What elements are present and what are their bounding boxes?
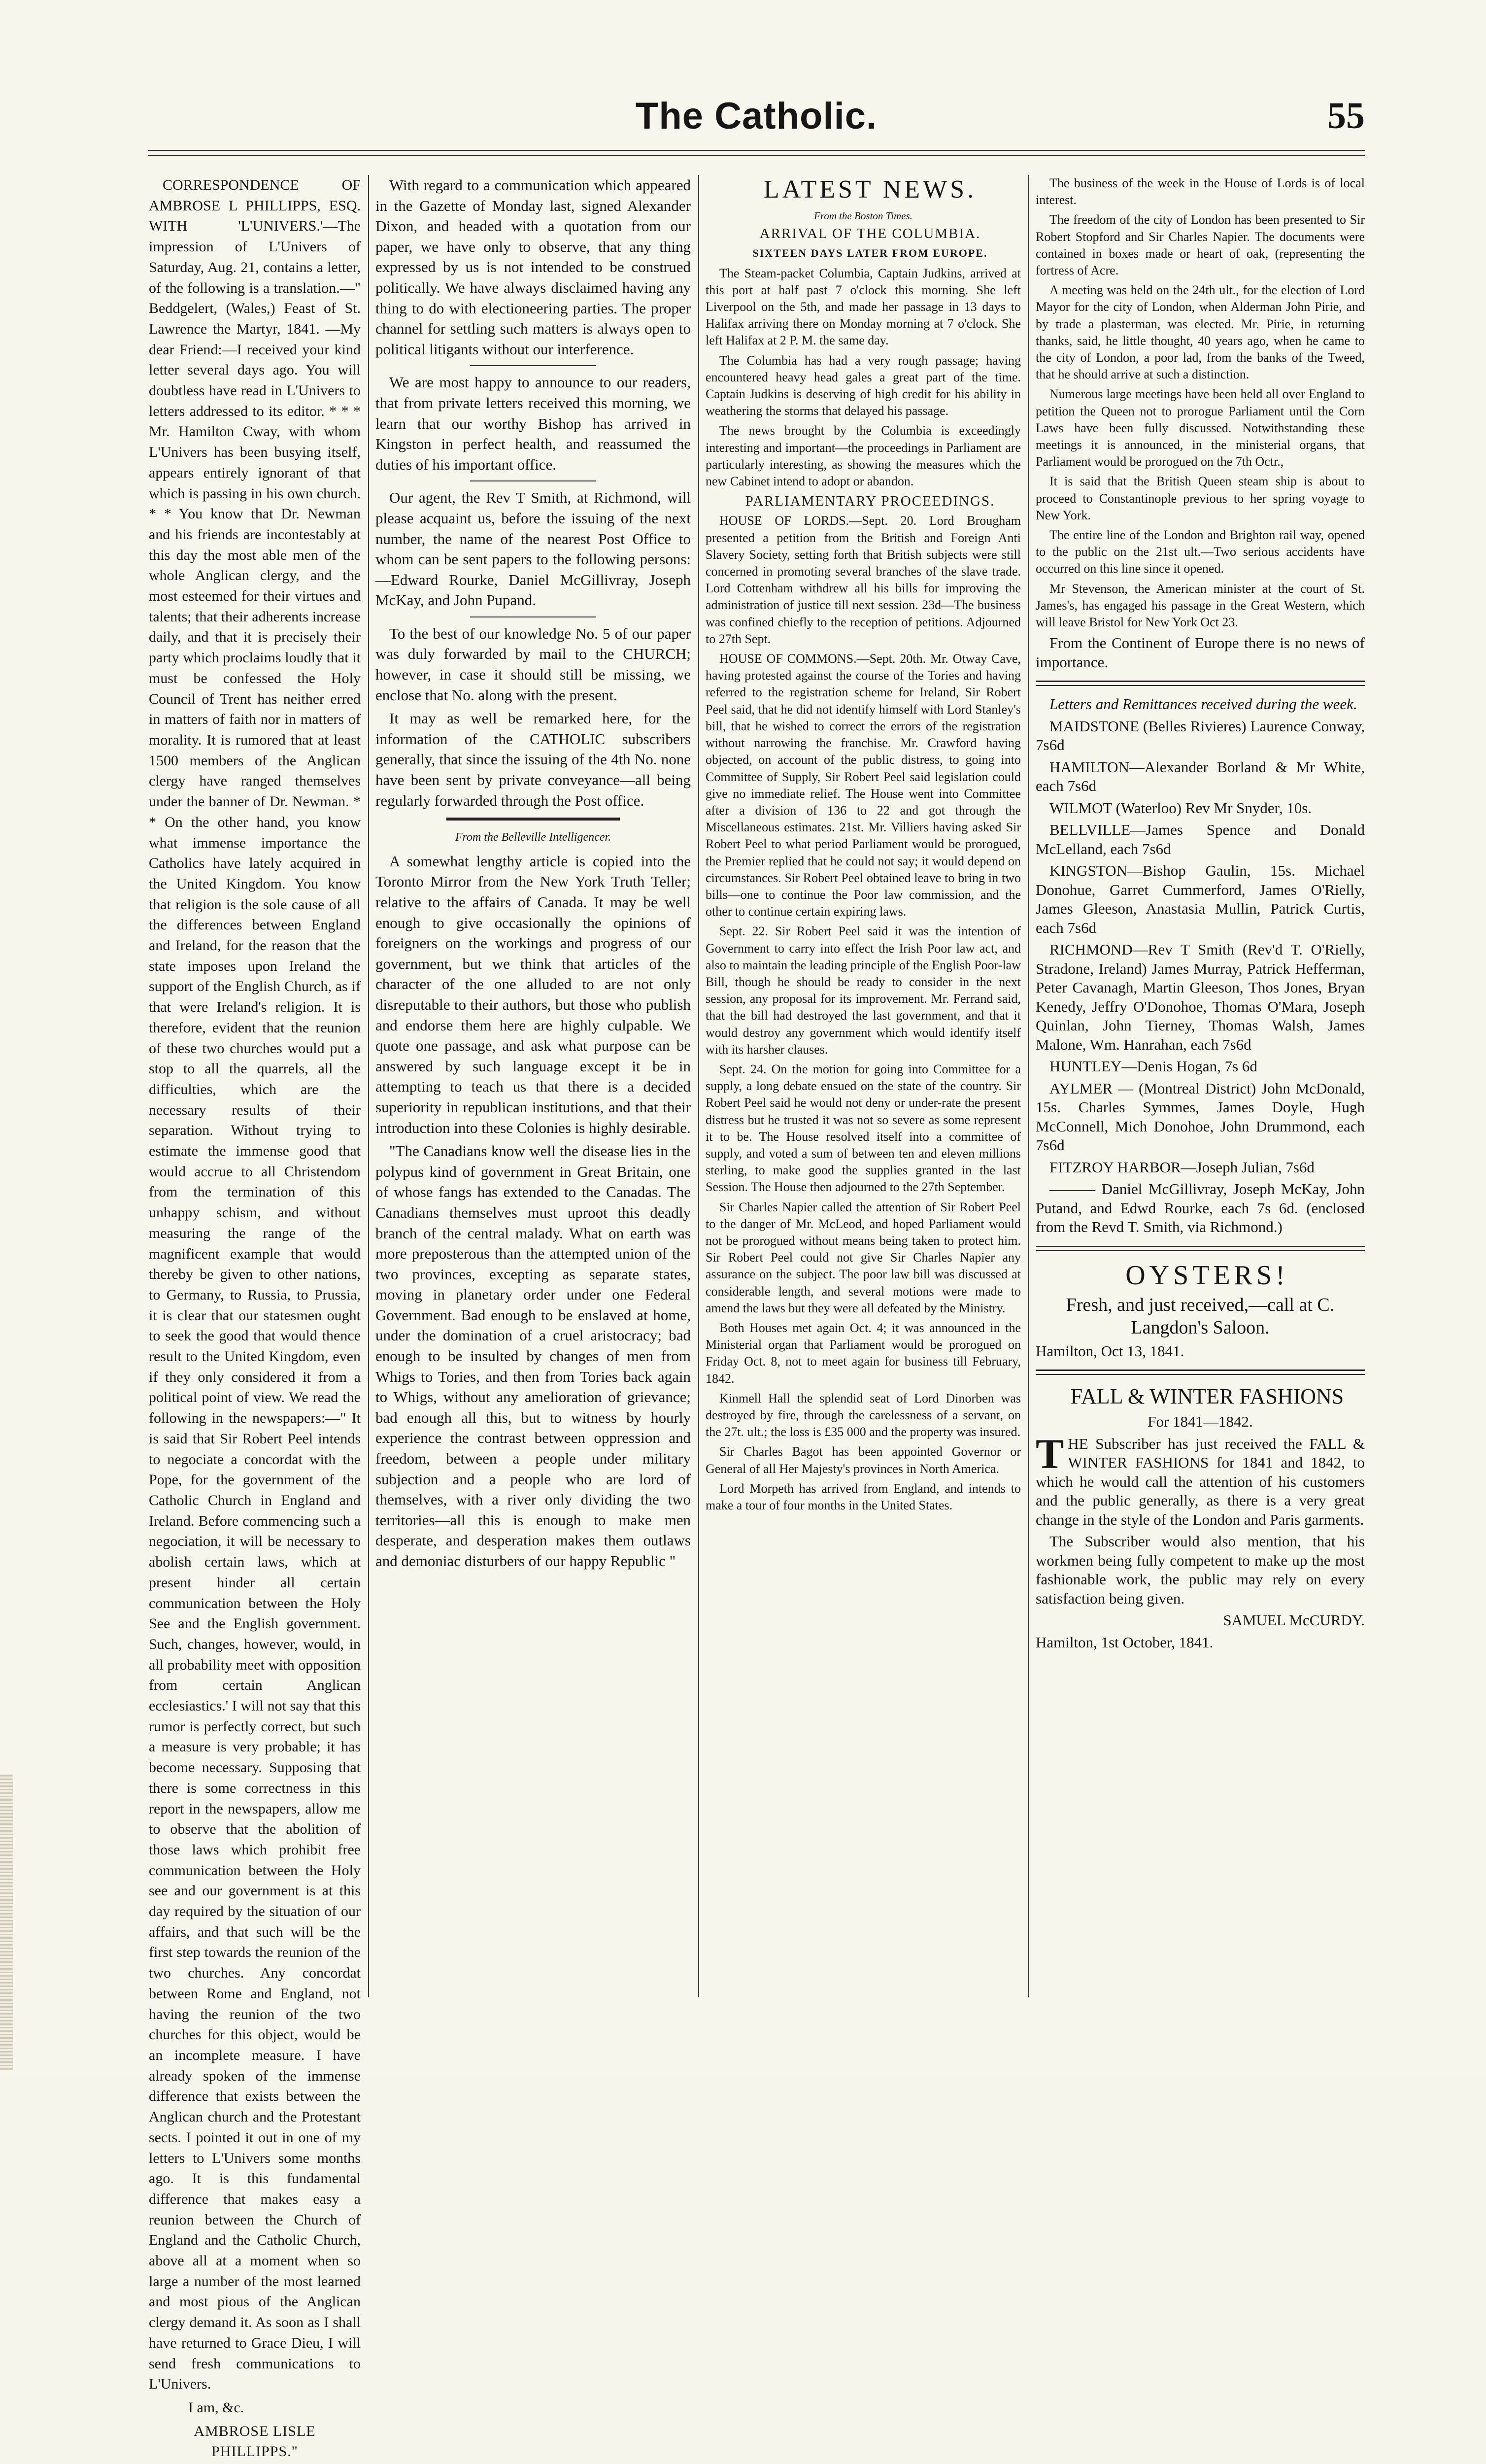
remittance-entry: BELLVILLE—James Spence and Donald McLelland, each 7s6d (1036, 821, 1365, 857)
column-divider (698, 175, 699, 1997)
remittance-entry: HAMILTON—Alexander Borland & Mr White, each 7s6d (1036, 758, 1365, 795)
news-paragraph: Sir Charles Napier called the attention of Sir Robert Peel to the danger of Mr. McLeod, and hoped Parliament would not be prorogued without means being taken to protect him. Sir Robert Peel could not give Sir Charles Napier any assurance on the subject. The poor law bill was discussed at considerable length, and several motions were made to amend the laws but they were all defeated by the Ministry. (706, 1199, 1021, 1315)
news-paragraph: The Columbia has had a very rough passage; having encountered heavy head gales a great part of the time. Captain Judkins is deserving of high credit for his ability in weathering the storms that delayed his passage. (706, 353, 1021, 418)
header-rule (148, 150, 1365, 151)
article-paragraph: A somewhat lengthy article is copied into the Toronto Mirror from the New York Truth Teller; relative to the affairs of Canada. It may be well enough to give occasionally the opinions of foreigners on the workings and progress of our government, but we think that articles of the character of the one alluded to are not only disreputable to their authors, but those who publish and endorse them here are highly culpable. We quote one passage, and ask what purpose can be answered by such language except it be in attempting to teach us that there is a decided superiority in republican institutions, and that their introduction into these Colonies is highly desirable. (375, 852, 691, 1136)
news-paragraph: Sept. 22. Sir Robert Peel said it was the intention of Government to carry into effect the Irish Poor law act, and also to maintain the leading principle of the English Poor-law Bill, though he should be ready to consider in the next session, any proposal for its improvement. Mr. Ferrand said, that the bill had destroyed the last government, and that it would destroy any government which would identify itself with its harsher clauses. (706, 924, 1021, 1057)
news-paragraph: Lord Morpeth has arrived from England, and intends to make a tour of four months in the United States. (706, 1481, 1021, 1513)
editorial-paragraph: It may as well be remarked here, for the information of the CATHOLIC subscribers generally, that since the issuing of the 4th No. none have been sent by private conveyance—all being regularly forwarded through the Post office. (375, 710, 691, 809)
letter-closing: I am, &c. (188, 2399, 244, 2416)
editorial-paragraph: Our agent, the Rev T Smith, at Richmond, will please acquaint us, before the issuing of the next number, the name of the nearest Post Office to whom can be sent papers to the following persons:—Edward Rourke, Daniel McGillivray, Joseph McKay, and John Pupand. (375, 489, 691, 609)
latest-news-headline: LATEST NEWS. (763, 175, 977, 204)
news-paragraph: Kinmell Hall the splendid seat of Lord Dinorben was destroyed by fire, through the carelessness of a servant, on the 27t. ult.; the loss is £35 000 and the property was insured. (706, 1391, 1021, 1439)
news-paragraph: The business of the week in the House of Lords is of local interest. (1036, 176, 1365, 207)
column-4 (1036, 175, 1365, 1655)
scan-edge (0, 1774, 13, 2070)
news-paragraph: HOUSE OF LORDS.—Sept. 20. Lord Brougham presented a petition from the British and Foreign Anti Slavery Society, setting forth that British subjects were still concerned in promoting several branches of the slave trade. Lord Cottenham withdrew all his bills for improving the administration of justice till next session. 23d—The business was confined chiefly to the reception of petitions. Adjourned to 27th Sept. (706, 513, 1021, 646)
column-divider (1028, 175, 1029, 1997)
remittance-entry: FITZROY HARBOR—Joseph Julian, 7s6d (1049, 1158, 1315, 1176)
news-paragraph: The freedom of the city of London has been presented to Sir Robert Stopford and Sir Charles Napier. The documents were contained in boxes made or heart of oak, (representing the fortress of Acre. (1036, 212, 1365, 278)
letters-heading: Letters and Remittances received during the week. (1049, 695, 1357, 713)
news-paragraph: A meeting was held on the 24th ult., for the election of Lord Mayor for the city of London, when Alderman John Pirie, and by trade a plasterman, was elected. Mr. Pirie, in returning thanks, said, he little thought, 40 years ago, when he came to the city of London, a poor lad, from the banks of the Tweed, that he should arrive at such a distinction. (1036, 283, 1365, 382)
remittance-entry: WILMOT (Waterloo) Rev Mr Snyder, 10s. (1049, 799, 1312, 817)
news-paragraph: The news brought by the Columbia is exceedingly interesting and important—the proceedings in Parliament are particularly interesting, as showing the measures which the new Cabinet intend to adopt or abandon. (706, 423, 1021, 489)
news-paragraph: Both Houses met again Oct. 4; it was announced in the Ministerial organ that Parliament would be prorogued on Friday Oct. 8, not to meet again for business till February, 1842. (706, 1321, 1021, 1386)
page-header (148, 89, 1365, 148)
correspondence-article: CORRESPONDENCE OF AMBROSE L PHILLIPPS, ESQ. WITH 'L'UNIVERS.'—The impression of L'Univers of Saturday, Aug. 21, contains a letter, of the following is a translation.—" Beddgelert, (Wales,) Feast of St. Lawrence the Martyr, 1841. —My dear Friend:—I received your kind letter several days ago. You will doubtless have read in L'Univers to letters addressed to its editor. * * * Mr. Hamilton Cway, with whom L'Univers has been busying itself, appears entirely ignorant of that which is passing in his own church. * * You know that Dr. Newman and his friends are incontestably at this day the most able men of the whole Anglican clergy, and the most esteemed for their virtues and talents; that their adherents increase daily, and that it is precisely their party which proclaims loudly that it must be confessed the Holy Council of Trent has neither erred in matters of faith nor in matters of morality. It is rumored that at least 1500 members of the Anglican clergy have ranged themselves under the banner of Dr. Newman. * * On the other hand, you know what immense importance the Catholics have lately acquired in the United Kingdom. You know that religion is the sole cause of all the differences between England and Ireland, for the reason that the state imposes upon Ireland the support of the English Church, as if that were Ireland's religion. It is therefore, evident that the reunion of these two churches would put a stop to all the quarrels, all the difficulties, which are the necessary results of their separation. Without trying to estimate the immense good that would accrue to all Christendom from the termination of this unhappy schism, and without measuring the range of the magnificent example that would thereby be given to other nations, to Germany, to Russia, to Prussia, it is clear that our statesmen ought to seek the good that would thence result to the United Kingdom, even if they only considered it from a political point of view. We read the following in the newspapers:—" It is said that Sir Robert Peel intends to negociate a concordat with the Pope, for the government of the Catholic Church in England and Ireland. Before commencing such a negociation, it will be necessary to abolish certain laws, which at present hinder all certain communication between the Holy See and the English government. Such, changes, however, would, in all probability meet with opposition from certain Anglican ecclesiastics.' I will not say that this rumor is perfectly correct, but such a measure is very probable; it has become necessary. Supposing that there is some correctness in this report in the newspapers, allow me to observe that the abolition of those laws which prohibit free communication between the Holy see and our government is at this day required by the situation of our affairs, and that such will be the first step towards the reunion of the two churches. Any concordat between Rome and England, not having the reunion of the two churches for this object, would be an incomplete measure. I have already spoken of the immense difference that exists between the Anglican church and the Protestant sects. I pointed it out in one of my letters to L'Univers some months ago. It is this fundamental difference that makes easy a reunion between the Church of England and the Catholic Church, above all at a moment when so large a number of the most learned and most pious of the Anglican clergy demand it. As soon as I shall have returned to Grace Dieu, I will send fresh communications to L'Univers. (149, 177, 361, 2393)
remittance-entry: KINGSTON—Bishop Gaulin, 15s. Michael Donohue, Garret Cummerford, James O'Rielly, James Gleeson, Anastasia Mullin, Patrick Curtis, each 7s6d (1036, 862, 1365, 936)
remittance-entry: AYLMER — (Montreal District) John McDonald, 15s. Charles Symmes, James Doyle, Hugh McConnell, Mich Donohoe, John Drummond, each 7s6d (1036, 1079, 1365, 1154)
news-paragraph: Numerous large meetings have been held all over England to petition the Queen not to prorogue Parliament until the Corn Laws have been fully discussed. Notwithstanding these meetings it is announced, in the ministerial organs, that Parliament would be prorogued on the 7th Octr., (1036, 387, 1365, 469)
fashion-ad-paragraph (1036, 1430, 1365, 1530)
news-paragraph: The Steam-packet Columbia, Captain Judkins, arrived at this port at half past 7 o'clock this morning. She left Liverpool on the 5th, and made her passage in 13 days to Halifax arriving there on Monday morning at 7 o'clock. She left Halifax at 2 P. M. the same day. (706, 266, 1021, 348)
section-divider (1036, 681, 1365, 686)
header-rule-secondary (148, 155, 1365, 156)
fashion-ad-date: Hamilton, 1st October, 1841. (1036, 1633, 1214, 1651)
column-1 (149, 175, 361, 2464)
column-3 (706, 175, 1021, 1517)
fashion-ad-signature: SAMUEL McCURDY. (1223, 1611, 1365, 1629)
remittance-entry: HUNTLEY—Denis Hogan, 7s 6d (1049, 1058, 1257, 1075)
section-divider (1036, 1369, 1365, 1375)
fashion-ad-title: FALL & WINTER FASHIONS (1070, 1384, 1344, 1409)
column-divider (368, 175, 369, 1997)
column-2 (375, 175, 691, 1574)
editorial-paragraph: With regard to a communication which appeared in the Gazette of Monday last, signed Alexander Dixon, and headed with a quotation from our paper, we have only to observe, that any thing expressed by us is not intended to be construed politically. We have always disclaimed having any thing to do with electioneering parties. The proper channel for settling such matters is always open to political litigants without our interference. (375, 176, 691, 358)
oysters-ad-title: OYSTERS! (1125, 1260, 1289, 1291)
oysters-ad-date: Hamilton, Oct 13, 1841. (1036, 1342, 1184, 1360)
article-source: From the Belleville Intelligencer. (455, 831, 611, 844)
drop-cap: T (1036, 1430, 1064, 1477)
fashion-ad-text: HE Subscriber has just received the FALL & WINTER FASHIONS for 1841 and 1842, to which he would call the attention of his customers and the public generally, as there is a very great change in the style of the London and Paris garments. (1036, 1435, 1365, 1528)
masthead-title: The Catholic. (635, 95, 878, 137)
remittance-entry: RICHMOND—Rev T Smith (Rev'd T. O'Rielly, Stradone, Ireland) James Murray, Patrick Hefferman, Peter Cavanagh, Martin Gleeson, Thos Jones, Bryan Kenedy, Jeffry O'Donohoe, Thomas O'Mara, Joseph Quinlan, John Tierney, Thomas Walsh, James Malone, Wm. Hanrahan, each 7s6d (1036, 941, 1365, 1053)
news-source: From the Boston Times. (814, 210, 912, 222)
fashion-ad-year: For 1841—1842. (1148, 1413, 1253, 1431)
divider (470, 365, 596, 366)
news-paragraph: The entire line of the London and Brighton rail way, opened to the public on the 21st ult.—Two serious accidents have occurred on this line since it opened. (1036, 528, 1365, 576)
editorial-paragraph: To the best of our knowledge No. 5 of our paper was duly forwarded by mail to the CHURCH; however, in case it should still be missing, we enclose that No. along with the present. (375, 624, 691, 704)
article-quote: "The Canadians know well the disease lies in the polypus kind of government in Great Britain, one of whose fangs has extended to the Canadas. The Canadians themselves must uproot this deadly branch of the central malady. What on earth was more preposterous than the attempted union of the two provinces, excepting as separate states, moving in planetary order under one Federal Government. Bad enough to be enslaved at home, under the domination of a cruel aristocracy; bad enough to be insulted by changes of men from Whigs to Tories, and then from Tories back again to Whigs, without any amelioration of grievance; bad enough all this, but to witness by hourly experience the contrast between oppression and freedom, between a people under military subjection and a people who are lord of themselves, with a river only dividing the two territories—all this is enough to make men desperate, and desperation makes them outlaws and demoniac disturbers of our happy Republic " (375, 1142, 691, 1570)
editorial-paragraph: We are most happy to announce to our readers, that from private letters received this morning, we learn that our worthy Bishop has arrived in Kingston in perfect health, and reassumed the duties of his important office. (375, 374, 691, 473)
divider (470, 480, 596, 481)
arrival-heading: ARRIVAL OF THE COLUMBIA. (759, 226, 981, 242)
divider (446, 818, 620, 821)
parliamentary-heading: PARLIAMENTARY PROCEEDINGS. (745, 493, 995, 510)
news-paragraph: It is said that the British Queen steam ship is about to proceed to Constantinople previous to her spring voyage to New York. (1036, 474, 1365, 522)
news-paragraph: HOUSE OF COMMONS.—Sept. 20th. Mr. Otway Cave, having protested against the course of the Tories and having referred to the registration scheme for Ireland, Sir Robert Peel said, that he did not identify himself with Lord Stanley's bill, that he wished to correct the errors of the registration without narrowing the franchise. Mr. Crawford having objected, on account of the public distress, to going into Committee of Supply, Sir Robert Peel said legislation could give no immediate relief. The House went into Committee after a division of 136 to 22 and got through the Miscellaneous estimates. 21st. Mr. Villiers having asked Sir Robert Peel to what period Parliament would be prorogued, the Premier replied that he could not say; it would depend on circumstances. Sir Robert Peel obtained leave to bring in two bills—one to continue the Poor law commission, and the other to continue certain expiring laws. (706, 651, 1021, 919)
letter-signature: AMBROSE LISLE PHILLIPPS." (194, 2423, 316, 2460)
fashion-ad-paragraph: The Subscriber would also mention, that his workmen being fully competent to make up the most fashionable work, the public may rely on every satisfaction being given. (1036, 1533, 1365, 1607)
page-number: 55 (1327, 95, 1365, 137)
news-paragraph: Mr Stevenson, the American minister at the court of St. James's, has engaged his passage in the Great Western, which will leave Bristol for New York Oct 23. (1036, 581, 1365, 630)
news-paragraph: Sir Charles Bagot has been appointed Governor or General of all Her Majesty's provinces in North America. (706, 1444, 1021, 1476)
news-paragraph: Sept. 24. On the motion for going into Committee for a supply, a long debate ensued on the state of the country. Sir Robert Peel said he would not deny or under-rate the present distress but he trusted it was not so severe as some represent it to be. The House resolved itself into a committee of supply, and voted a sum of between ten and eleven millions sterling, to make good the supplies granted in the last Session. The House then adjourned to the 27th September. (706, 1061, 1021, 1195)
news-paragraph: From the Continent of Europe there is no news of importance. (1036, 634, 1365, 671)
remittance-entry: ——— Daniel McGillivray, Joseph McKay, John Putand, and Edwd Rourke, each 7s 6d. (enclosed from the Revd T. Smith, via Richmond.) (1036, 1180, 1365, 1236)
oysters-ad-text: Fresh, and just received,—call at C. Langdon's Saloon. (1066, 1294, 1335, 1338)
divider (470, 616, 596, 617)
news-subheading: SIXTEEN DAYS LATER FROM EUROPE. (752, 247, 988, 260)
section-divider (1036, 1246, 1365, 1251)
remittance-entry: MAIDSTONE (Belles Rivieres) Laurence Conway, 7s6d (1036, 717, 1365, 754)
